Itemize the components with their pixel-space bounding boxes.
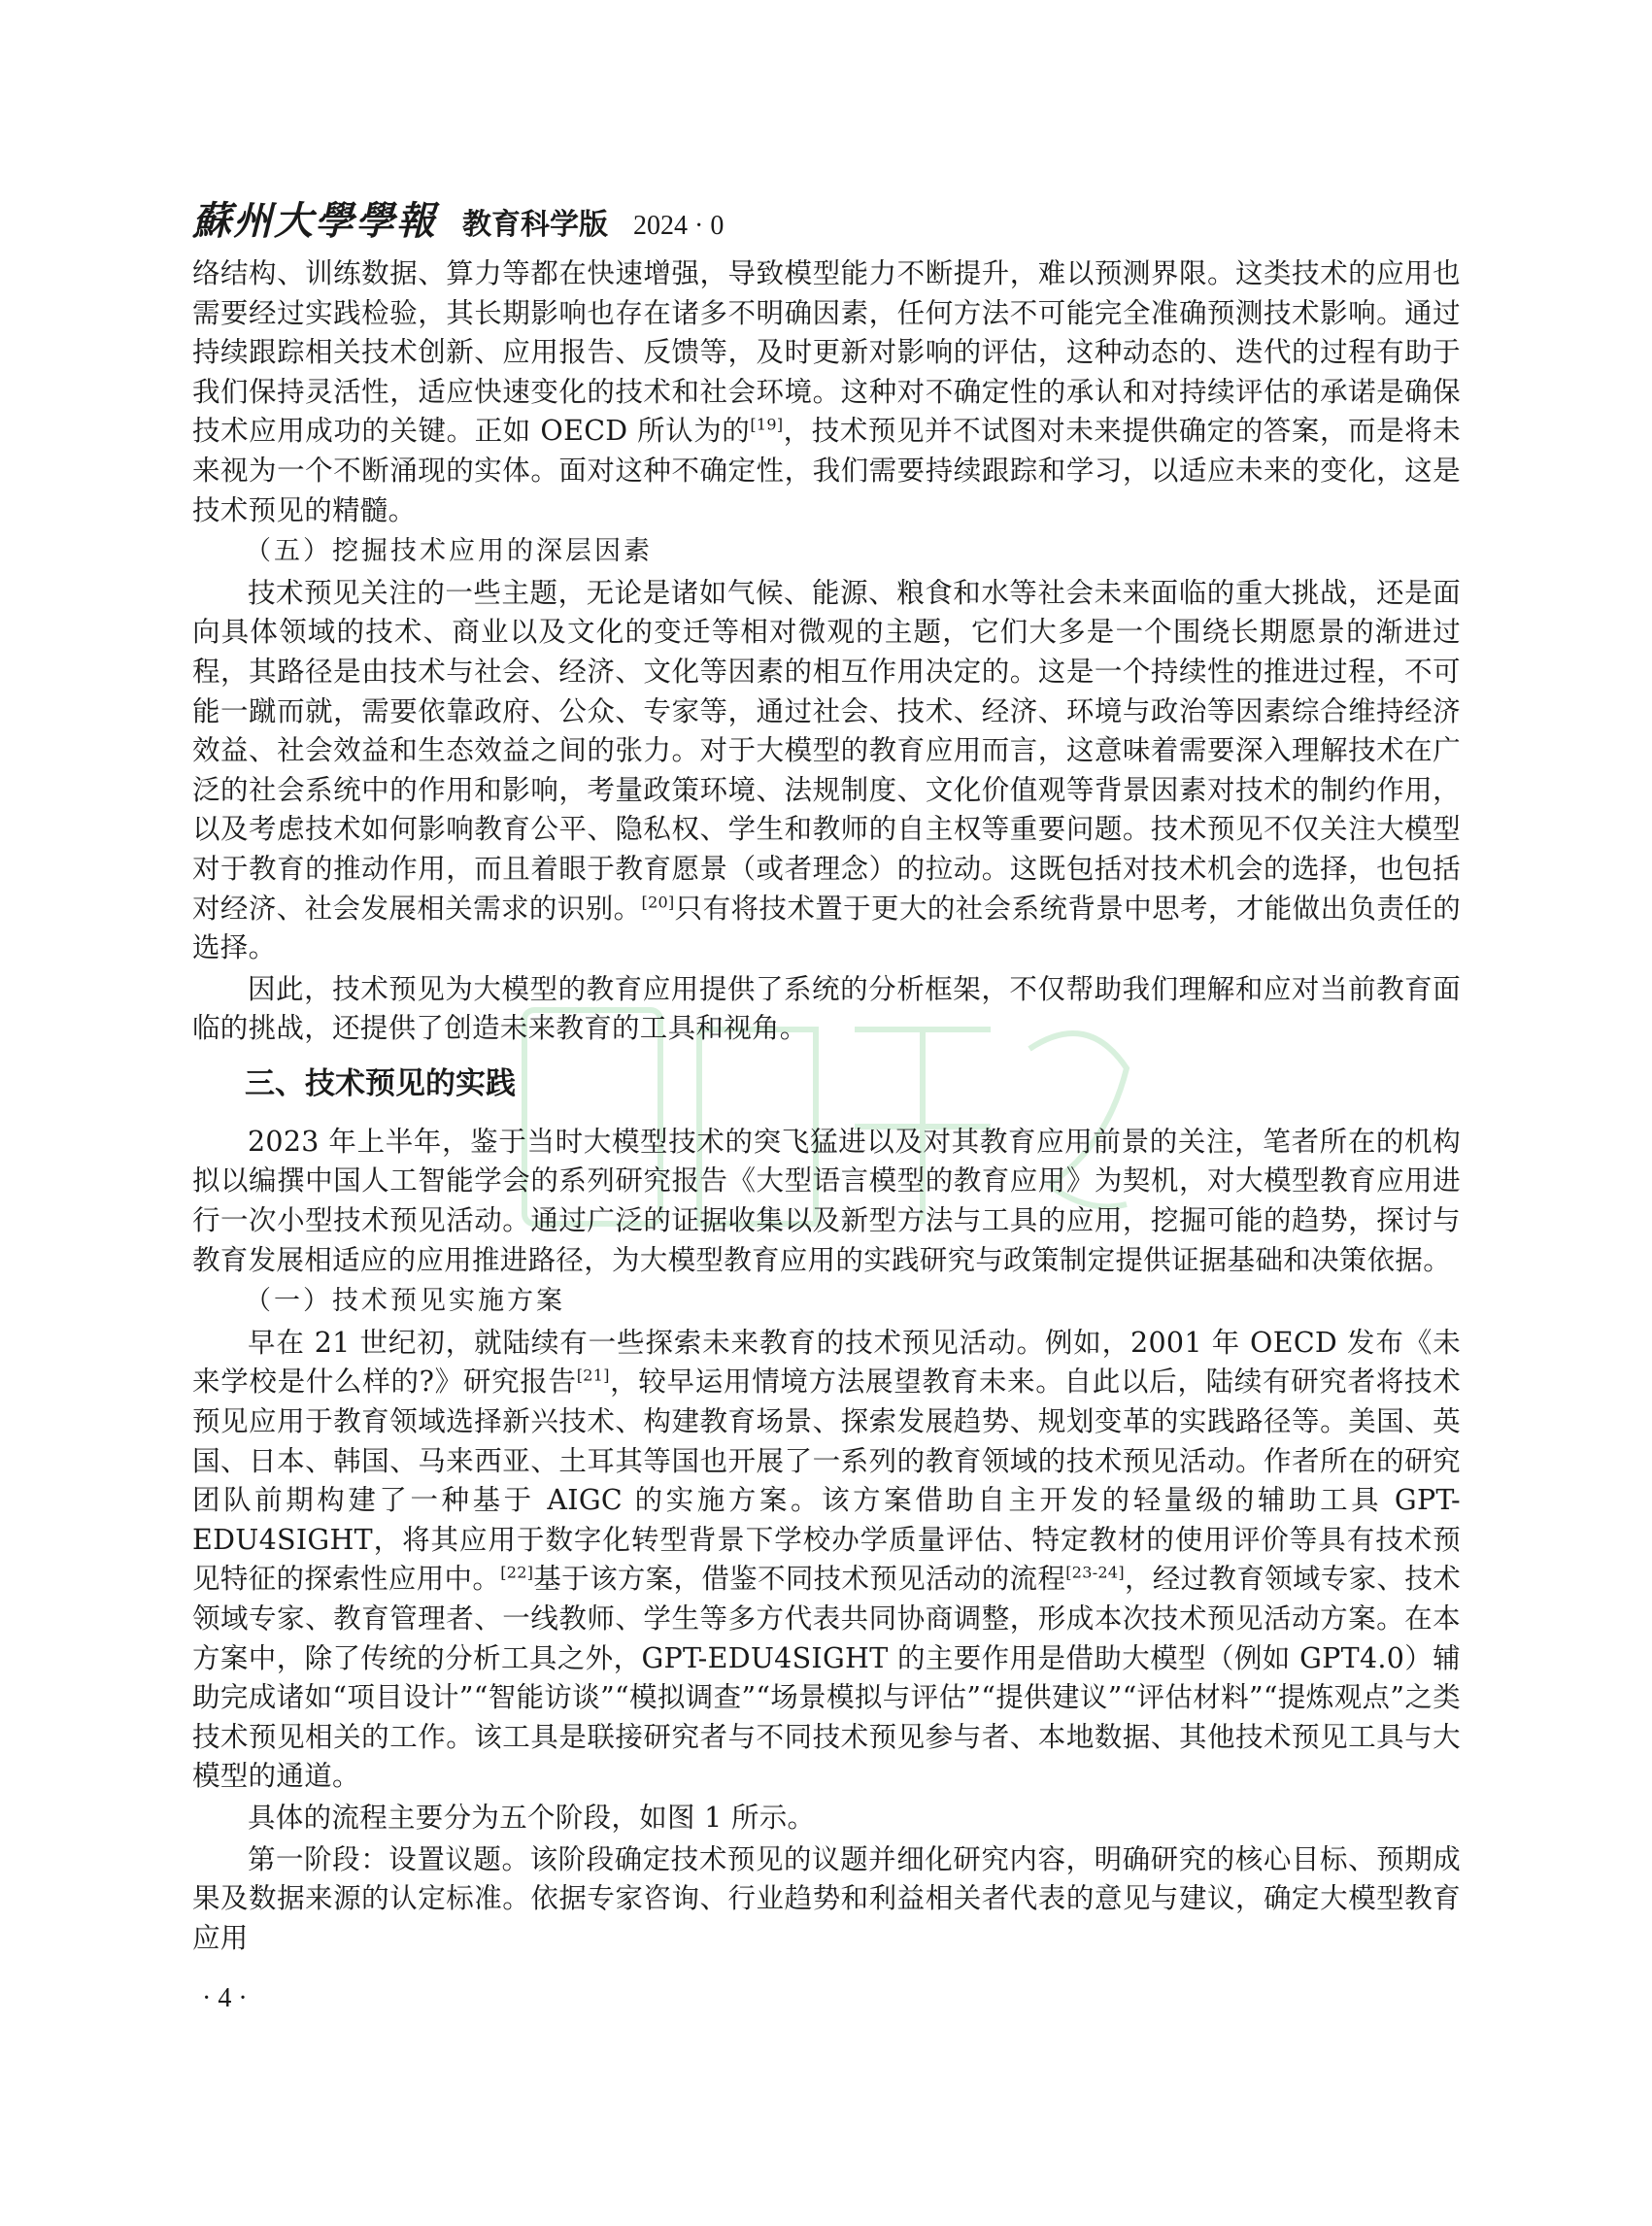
paragraph-text: 基于该方案，借鉴不同技术预见活动的流程 bbox=[533, 1563, 1066, 1596]
citation: [20] bbox=[641, 893, 675, 911]
paragraph bbox=[192, 254, 1461, 530]
paragraph-text: 只有将技术置于更大的社会系统背景中思考，才能做出负责任的选择。 bbox=[192, 892, 1461, 964]
citation: [19] bbox=[750, 415, 784, 434]
paragraph-text: ，技术预见并不试图对未来提供确定的答案，而是将未来视为一个不断涌现的实体。面对这种不确定性，我们需要持续跟踪和学习，以适应未来的变化，这是技术预见的精髓。 bbox=[192, 415, 1462, 526]
citation: [22] bbox=[500, 1563, 534, 1582]
page-number: · 4 · bbox=[202, 1983, 248, 2013]
paragraph-text: 早在 21 世纪初，就陆续有一些探索未来教育的技术预见活动。例如，2001 年 OECD 发布《未来学校是什么样的?》研究报告 bbox=[192, 1326, 1461, 1399]
subsection-heading: （一）技术预见实施方案 bbox=[245, 1286, 565, 1317]
paragraph-text: ，经过教育领域专家、技术领域专家、教育管理者、一线教师、学生等多方代表共同协商调整，形成本次技术预见活动方案。在本方案中，除了传统的分析工具之外，GPT-EDU4SIGHT 的主要作用是借助大模型（例如 GPT4.0）辅助完成诸如“项目设计”“智能访谈”“模拟调查”“场景模拟与评估”“提供建议”“评估材料”“提炼观点”之类技术预见相关的工作。该工具是联接研究者与不同技术预见参与者、本地数据、其他技术预见工具与大模型的通道。 bbox=[192, 1563, 1461, 1793]
subsection-heading: （五）挖掘技术应用的深层因素 bbox=[245, 536, 653, 567]
citation: [23-24] bbox=[1065, 1563, 1125, 1582]
paragraph: 因此，技术预见为大模型的教育应用提供了系统的分析框架，不仅帮助我们理解和应对当前教育面临的挑战，还提供了创造未来教育的工具和视角。 bbox=[192, 972, 1461, 1045]
paragraph-text: 络结构、训练数据、算力等都在快速增强，导致模型能力不断提升，难以预测界限。这类技术的应用也需要经过实践检验，其长期影响也存在诸多不明确因素，任何方法不可能完全准确预测技术影响。通过持续跟踪相关技术创新、应用报告、反馈等，及时更新对影响的评估，这种动态的、迭代的过程有助于我们保持灵活性，适应快速变化的技术和社会环境。这种对不确定性的承认和对持续评估的承诺是确保技术应用成功的关键。正如 OECD 所认为的 bbox=[192, 257, 1461, 448]
paragraph: 具体的流程主要分为五个阶段，如图 1 所示。 bbox=[248, 1801, 816, 1834]
paragraph bbox=[192, 574, 1461, 968]
paragraph: 2023 年上半年，鉴于当时大模型技术的突飞猛进以及对其教育应用前景的关注，笔者所在的机构拟以编撰中国人工智能学会的系列研究报告《大型语言模型的教育应用》为契机，对大模型教育应用进行一次小型技术预见活动。通过广泛的证据收集以及新型方法与工具的应用，挖掘可能的趋势，探讨与教育发展相适应的应用推进路径，为大模型教育应用的实践研究与政策制定提供证据基础和决策依据。 bbox=[192, 1125, 1461, 1276]
journal-logo: 蘇州大學學報 bbox=[192, 198, 437, 244]
citation: [21] bbox=[576, 1366, 610, 1385]
paragraph-text: ，较早运用情境方法展望教育未来。自此以后，陆续有研究者将技术预见应用于教育领域选择新兴技术、构建教育场景、探索发展趋势、规划变革的实践路径等。美国、英国、日本、韩国、马来西亚、土耳其等国也开展了一系列的教育领域的技术预见活动。作者所在的研究团队前期构建了一种基于 AIGC 的实施方案。该方案借助自主开发的轻量级的辅助工具 GPT-EDU4SIGHT，将其应用于数字化转型背景下学校办学质量评估、特定教材的使用评价等具有技术预见特征的探索性应用中。 bbox=[192, 1366, 1461, 1596]
paragraph bbox=[192, 1324, 1461, 1797]
running-header bbox=[192, 190, 725, 244]
section-heading: 三、技术预见的实践 bbox=[245, 1065, 516, 1101]
journal-edition: 教育科学版 bbox=[462, 208, 608, 242]
paragraph: 第一阶段：设置议题。该阶段确定技术预见的议题并细化研究内容，明确研究的核心目标、预期成果及数据来源的认定标准。依据专家咨询、行业趋势和利益相关者代表的意见与建议，确定大模型教育应用 bbox=[192, 1842, 1461, 1954]
paragraph-text: 技术预见关注的一些主题，无论是诸如气候、能源、粮食和水等社会未来面临的重大挑战，还是面向具体领域的技术、商业以及文化的变迁等相对微观的主题，它们大多是一个围绕长期愿景的渐进过程，其路径是由技术与社会、经济、文化等因素的相互作用决定的。这是一个持续性的推进过程，不可能一蹴而就，需要依靠政府、公众、专家等，通过社会、技术、经济、环境与政治等因素综合维持经济效益、社会效益和生态效益之间的张力。对于大模型的教育应用而言，这意味着需要深入理解技术在广泛的社会系统中的作用和影响，考量政策环境、法规制度、文化价值观等背景因素对技术的制约作用，以及考虑技术如何影响教育公平、隐私权、学生和教师的自主权等重要问题。技术预见不仅关注大模型对于教育的推动作用，而且着眼于教育愿景（或者理念）的拉动。这既包括对技术机会的选择，也包括对经济、社会发展相关需求的识别。 bbox=[192, 576, 1461, 925]
issue-number: 2024 · 0 bbox=[633, 211, 725, 241]
article-body bbox=[192, 254, 1461, 1960]
